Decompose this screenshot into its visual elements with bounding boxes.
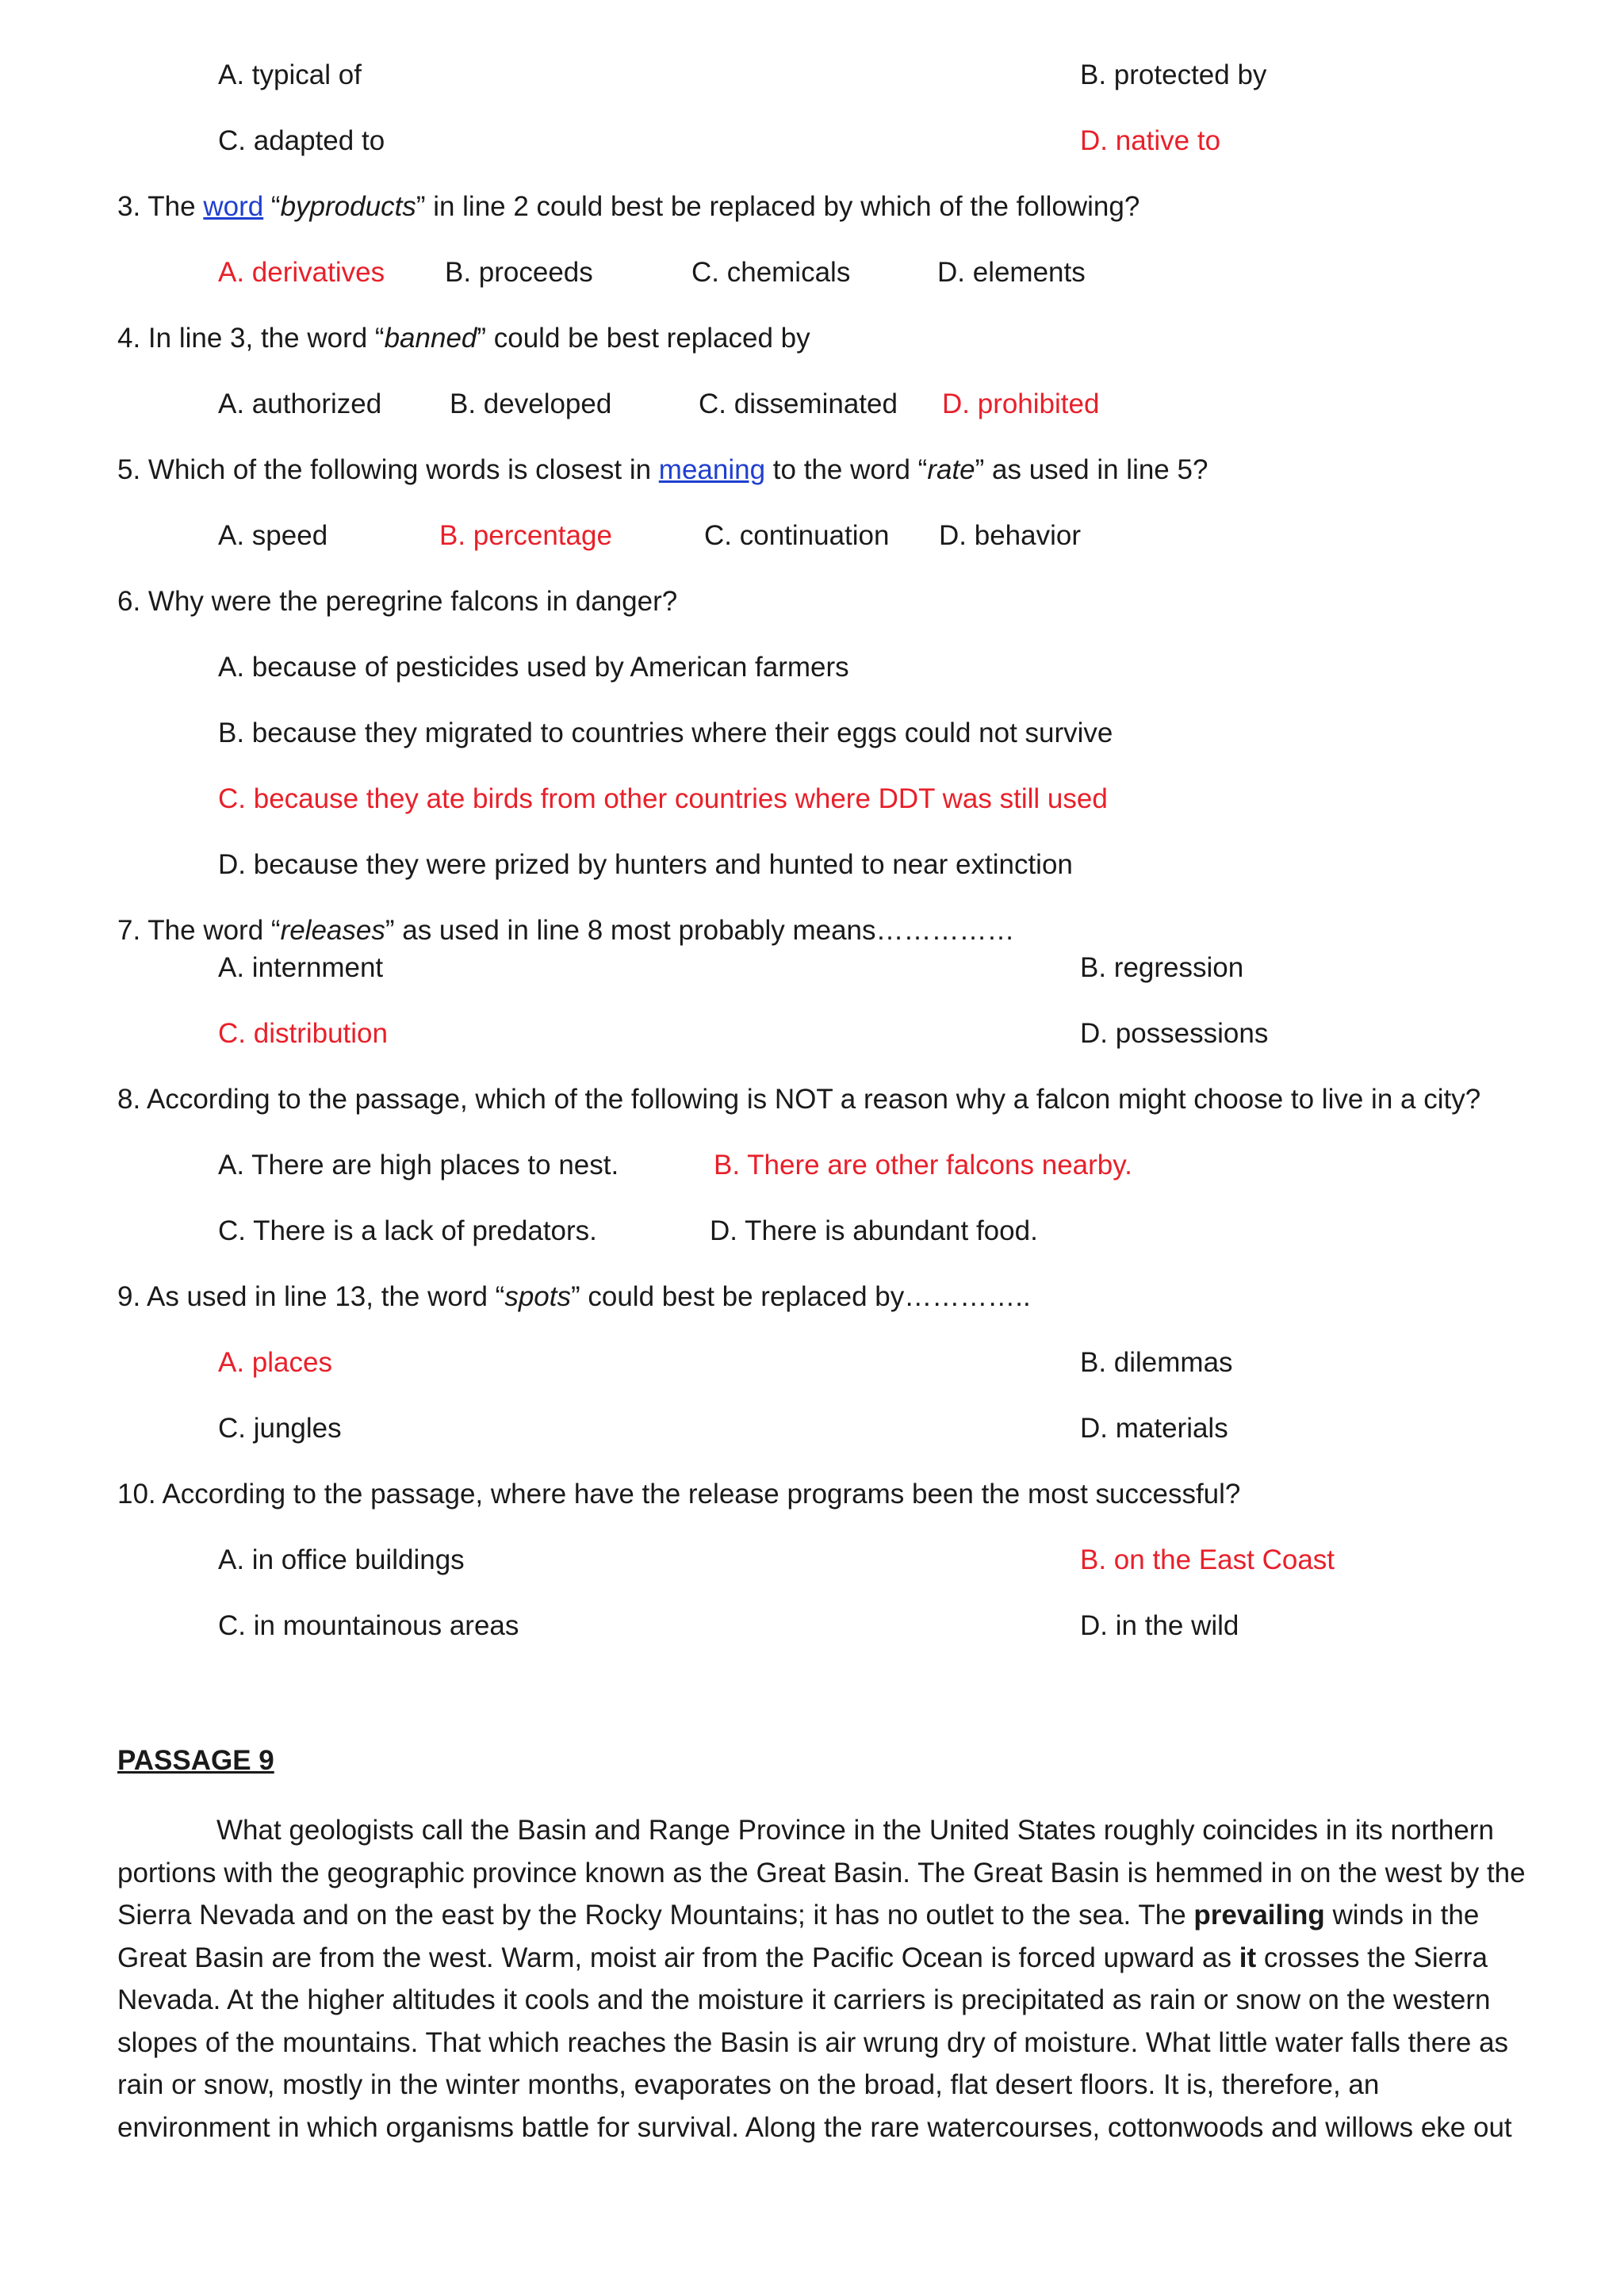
question-4: [117, 321, 810, 356]
q4-suffix: ” could be best replaced by: [477, 323, 810, 354]
q4-prefix: 4. In line 3, the word “: [117, 323, 385, 354]
q10-option-b-answer: B. on the East Coast: [1080, 1544, 1335, 1575]
q5-option-a: A. speed: [218, 520, 328, 551]
question-5: [117, 453, 1208, 488]
word-link[interactable]: word: [203, 191, 264, 222]
q9-option-a-answer: A. places: [218, 1347, 332, 1378]
q4-option-a: A. authorized: [218, 388, 382, 419]
q9-option-b: B. dilemmas: [1080, 1347, 1233, 1378]
q4-term: banned: [384, 323, 477, 354]
passage-bold-prevailing: prevailing: [1193, 1900, 1325, 1931]
question-3: [117, 189, 1139, 224]
q10-option-d: D. in the wild: [1080, 1610, 1239, 1641]
q7-suffix: ” as used in line 8 most probably means……………: [385, 915, 1015, 946]
q6-option-a: A. because of pesticides used by American farmers: [218, 652, 849, 683]
q7-option-c-answer: C. distribution: [218, 1018, 388, 1049]
q2-option-a: A. typical of: [218, 59, 362, 90]
question-7: [117, 913, 1015, 948]
passage-text-1: What geologists call the Basin and Range Province in the United States roughly coincides in its northern portions with the geographic province known as the Great Basin. The Great Basin is hemmed in on the west by the Sierra Nevada and on the east by the Rocky Mountains; it has no outlet to the sea. The: [117, 1815, 1526, 1931]
q8-option-a: A. There are high places to nest.: [218, 1150, 619, 1181]
q3-prefix: 3. The: [117, 191, 204, 222]
q9-term: spots: [504, 1281, 571, 1312]
q7-option-d: D. possessions: [1080, 1018, 1269, 1049]
question-10: 10. According to the passage, where have the release programs been the most successful?: [117, 1479, 1241, 1510]
question-9: [117, 1280, 1031, 1314]
q4-option-d-answer: D. prohibited: [942, 388, 1100, 419]
q3-option-d: D. elements: [937, 257, 1086, 288]
q5-term: rate: [927, 454, 975, 485]
q7-prefix: 7. The word “: [117, 915, 281, 946]
q6-option-b: B. because they migrated to countries where their eggs could not survive: [218, 718, 1113, 748]
q4-option-b: B. developed: [450, 388, 612, 419]
q3-term: byproducts: [280, 191, 416, 222]
meaning-link[interactable]: meaning: [658, 454, 766, 485]
q6-option-d: D. because they were prized by hunters and hunted to near extinction: [218, 849, 1073, 880]
question-6: 6. Why were the peregrine falcons in danger?: [117, 586, 678, 617]
passage-text-2: winds in the Great Basin are from the west. Warm, moist air from the Pacific Ocean is forced upward as: [117, 1900, 1480, 1973]
q5-option-b-answer: B. percentage: [439, 520, 612, 551]
q8-option-b-answer: B. There are other falcons nearby.: [714, 1150, 1132, 1181]
q10-option-a: A. in office buildings: [218, 1544, 465, 1575]
q8-option-c: C. There is a lack of predators.: [218, 1215, 597, 1246]
q9-option-d: D. materials: [1080, 1413, 1228, 1444]
q3-option-b: B. proceeds: [445, 257, 593, 288]
passage-text-3: crosses the Sierra Nevada. At the higher altitudes it cools and the moisture it carriers is precipitated as rain or snow on the western slopes of the mountains. That which reaches the Basin is air wrung dry of moisture. What little water falls there as rain or snow, mostly in the winter months, evaporates on the broad, flat desert floors. It is, therefore, an environment in which organisms battle for survival. Along the rare watercourses, cottonwoods and willows eke out: [117, 1942, 1512, 2143]
q7-option-a: A. internment: [218, 952, 384, 983]
q3-option-c: C. chemicals: [691, 257, 851, 288]
q9-prefix: 9. As used in line 13, the word “: [117, 1281, 505, 1312]
q3-suffix: ” in line 2 could best be replaced by which of the following?: [416, 191, 1140, 222]
question-8: 8. According to the passage, which of the following is NOT a reason why a falcon might choose to live in a city?: [117, 1084, 1481, 1115]
q3-mid: “: [263, 191, 281, 222]
q5-mid: to the word “: [765, 454, 928, 485]
q5-option-d: D. behavior: [939, 520, 1081, 551]
q8-option-d: D. There is abundant food.: [710, 1215, 1038, 1246]
q2-option-c: C. adapted to: [218, 125, 385, 156]
q10-option-c: C. in mountainous areas: [218, 1610, 519, 1641]
q2-option-b: B. protected by: [1080, 59, 1267, 90]
q7-option-b: B. regression: [1080, 952, 1244, 983]
q4-option-c: C. disseminated: [699, 388, 898, 419]
passage-body: [117, 1809, 1529, 2149]
passage-bold-it: it: [1239, 1942, 1257, 1973]
passage-heading: PASSAGE 9: [117, 1745, 274, 1776]
q2-option-d-answer: D. native to: [1080, 125, 1221, 156]
q3-option-a-answer: A. derivatives: [218, 257, 385, 288]
q6-option-c-answer: C. because they ate birds from other countries where DDT was still used: [218, 783, 1108, 814]
q7-term: releases: [280, 915, 385, 946]
q5-option-c: C. continuation: [704, 520, 890, 551]
q5-prefix: 5. Which of the following words is closest in: [117, 454, 659, 485]
q9-option-c: C. jungles: [218, 1413, 342, 1444]
q5-suffix: ” as used in line 5?: [975, 454, 1208, 485]
q9-suffix: ” could best be replaced by…………..: [571, 1281, 1031, 1312]
